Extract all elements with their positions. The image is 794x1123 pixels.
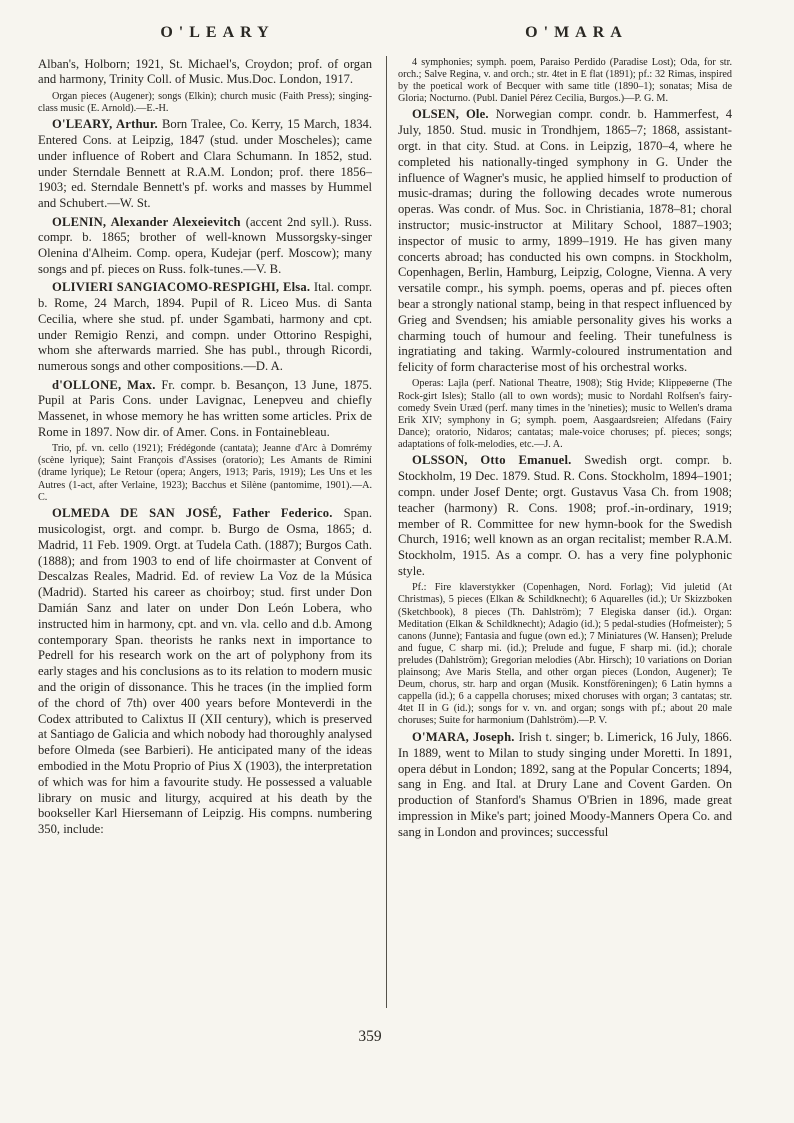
paragraph: 4 symphonies; symph. poem, Paraiso Perdido (Paradise Lost); Oda, for str. orch.; Salve Regina, v. and orch.; str. 4tet in E flat (1891); pf.: 32 Rimas, inspired by the poetical work of Becquer with same title (1890–1); sonatas; Misa de Gloria; Nocturno. (Publ. Daniel Pérez Cecilia, Burgos.)—P. G. M. xyxy=(398,56,732,104)
page-number: 359 xyxy=(358,1028,382,1045)
entry-paragraph: d'OLLONE, Max. Fr. compr. b. Besançon, 13 June, 1875. Pupil at Paris Cons. under Lavignac, Lenepveu and chiefly Massenet, in whose memory he has written some articles. Prix de Rome in 1897. Now dir. of Amer. Cons. in Fontainebleau. xyxy=(38,377,372,439)
paragraph: Trio, pf. vn. cello (1921); Frédégonde (cantata); Jeanne d'Arc à Domrémy (scène lyrique); Saint François d'Assises (oratorio); Les Amants de Rimini (drame lyrique); Le Retour (opera; Angers, 1913; Paris, 1919); Les Uns et les Autres (1-act, after Verlaine, 1923); Bacchus et Silène (pantomime, 1901).—A. C. xyxy=(38,443,372,503)
entry-name: OLMEDA DE SAN JOSÉ, Father Federico. xyxy=(52,506,344,521)
paragraph: Alban's, Holborn; 1921, St. Michael's, Croydon; prof. of organ and harmony, Trinity Coll. of Music. Mus.Doc. London, 1917. xyxy=(38,56,372,87)
text-columns xyxy=(38,54,756,1014)
running-head-right: O'MARA xyxy=(525,24,628,41)
entry-paragraph: O'MARA, Joseph. Irish t. singer; b. Limerick, 16 July, 1866. In 1889, went to Milan to study singing under Moretti. In 1891, opera début in London; 1892, sang at the Popular Concerts; 1894, sang in Eng. and Ital. at Drury Lane and Covent Garden. On production of Stanford's Shamus O'Brien in 1896, made great impression in Mike's part; joined Moody-Manners Opera Co. and sang in London and provinces; successful xyxy=(398,729,732,839)
entry-paragraph: OLSSON, Otto Emanuel. Swedish orgt. compr. b. Stockholm, 19 Dec. 1879. Stud. R. Cons. Stockholm, 1894–1901; compn. under Josef Dente; orgt. Gustavus Vasa Ch. from 1908; teacher (harmony) R. Cons. 1908; prof.-in-ordinary, 1919; member of R. Committee for new hymn-book for the Swedish Church, 1916; well known as an organ recitalist; member R.A.M. Stockholm, 1915. As a compr. O. has a very fine polyphonic style. xyxy=(398,453,732,579)
column-right xyxy=(398,54,732,1014)
entry-paragraph: OLSEN, Ole. Norwegian compr. condr. b. Hammerfest, 4 July, 1850. Stud. music in Trondhjem, 1865–7; 1868, assistant-orgt. in that city. Stud. at Cons. in Leipzig, 1870–4, where he completed his nationally-tinged symphony in G. Under the influence of Wagner's music, he applied himself to production of music-dramas; during the following decades wrote numerous operas. Was condr. of Mus. Soc. in Christiania, 1878–81; choral instructor; music-instructor at Military School, 1887–1903; inspector of music to army, 1899–1919. He has given many concerts abroad; has conducted his own compns. in Stockholm, Copenhagen, Berlin, Hamburg, Leipzig, Cologne, Vienna. A very versatile compr., his symph. poems, operas and pf. pieces often bear a strongly national stamp, being in that respect influenced by Grieg and Svendsen; his amiable personality gives his works a charming touch of humour and feeling. Their tunefulness is ingratiating and taking. Warmly-coloured instrumentation and felicity of form characterise most of his orchestral works. xyxy=(398,107,732,375)
entry-paragraph: OLMEDA DE SAN JOSÉ, Father Federico. Span. musicologist, orgt. and compr. b. Burgo de Osma, 1865; d. Madrid, 11 Feb. 1909. Orgt. at Tudela Cath. (1887); Burgos Cath. (1888); and from 1903 to end of life choirmaster at Convent of Descalzas Reales, Madrid. Ed. of review La Voz de la Música (Madrid). Started his career as choirboy; stud. first under Don Damián Sanz and later on under Don León Lobera, who instructed him in harmony, cpt. and vn. vla. cello and d.b. Among contemporary Span. theorists he ranks next in importance to Pedrell for his research work on the art of polyphony from its early stages and his conclusions as to its relation to modern music and the origin of dissonance. This he traces (in the implied form of the chord of 7th) over 400 years before Monteverdi in the Codex attributed to Calixtus II (XII century), which is preserved at Santiago de Galicia and which nobody had thoroughly analysed before Olmeda (see Barbieri). He anticipated many of the ideas embodied in the Motu Proprio of Pius X (1903), the interpretation of which was for him a favourite study. He possessed a valuable library on music and liturgy, acquired at his death by the bookseller Karl Hiersemann of Leipzig. His compns. numbering 350, include: xyxy=(38,506,372,837)
entry-paragraph: OLIVIERI SANGIACOMO-RESPIGHI, Elsa. Ital. compr. b. Rome, 24 March, 1894. Pupil of R. Liceo Mus. di Santa Cecilia, where she stud. pf. under Sgambati, harmony and cpt. under Remigio Renzi, and compn. under Ottorino Respighi, whom she afterwards married. She has publ., through Ricordi, numerous songs and other compositions.—D. A. xyxy=(38,280,372,374)
entry-paragraph: O'LEARY, Arthur. Born Tralee, Co. Kerry, 15 March, 1834. Entered Cons. at Leipzig, 1847 (stud. under Moscheles); came under influence of Robert and Clara Schumann. In 1852, stud. under Sterndale Bennett at R.A.M. London; prof. there 1856–1903; ed. Sterndale Bennett's pf. works and masses by Hummel and Schubert.—W. St. xyxy=(38,117,372,211)
column-left xyxy=(38,54,372,1014)
entry-name: OLENIN, Alexander Alexeievitch xyxy=(52,214,246,229)
entry-name: OLSEN, Ole. xyxy=(412,107,496,122)
entry-name: O'LEARY, Arthur. xyxy=(52,117,162,132)
entry-name: OLSSON, Otto Emanuel. xyxy=(412,453,585,468)
entry-name: O'MARA, Joseph. xyxy=(412,729,519,744)
entry-paragraph: OLENIN, Alexander Alexeievitch (accent 2nd syll.). Russ. compr. b. 1865; brother of well-known Mussorgsky-singer Olenina d'Alheim. Comp. opera, Kudejar (perf. Moscow); many songs and pf. pieces on Russ. folk-tunes.—V. B. xyxy=(38,214,372,276)
paragraph: Organ pieces (Augener); songs (Elkin); church music (Faith Press); singing-class music (E. Arnold).—E.-H. xyxy=(38,90,372,114)
entry-name: d'OLLONE, Max. xyxy=(52,377,162,392)
column-divider-rule xyxy=(386,56,387,1008)
running-heads xyxy=(38,24,756,42)
entry-name: OLIVIERI SANGIACOMO-RESPIGHI, Elsa. xyxy=(52,280,314,295)
paragraph: Pf.: Fire klaverstykker (Copenhagen, Nord. Forlag); Vid juletid (At Christmas), 5 pieces (Elkan & Schildknecht); 6 Aquarelles (id.); Ur Skizzboken (Sketchbook), 8 pieces (Th. Dahlström); 7 Elegiska danser (id.). Organ: Meditation (Elkan & Schildknecht); Adagio (id.); 5 pedal-studies (Hofmeister); 5 canons (Junne); Fantasia and fugue (own ed.); 7 Miniatures (W. Hansen); Prelude and fugue, C sharp mi. (id.); Prelude and fugue, F sharp mi. (id.); chorale preludes (Dahlström); Gregorian melodies (Abr. Hirsch); 10 variations on Dorian plainsong; Ave Maris Stella, and other organ pieces (London, Augener); Te Deum, chorus, str. harp and organ (Musik. Konstföreningen); 6 Latin hymns a cappella (id.); 6 a cappella choruses; mixed choruses with organ; 3 cantatas; str. 4tet II in G (id.); songs for v. vn. and organ; songs with pf.; about 20 male choruses; Suite for harmonium (Dahlström).—P. V. xyxy=(398,582,732,727)
paragraph: Operas: Lajla (perf. National Theatre, 1908); Stig Hvide; Klippeøerne (The Rock-girt Isles); Stallo (all to own words); music to Nordahl Rolfsen's fairy-comedy Svein Uræd (perf. many times in the 'nineties); music to Wellen's drama Erik XIV; symphony in G; symph. poem, Aasgaardsreien; Alfedans (Fairy Dance); oratorio, Nidaros; cantatas; male-voice choruses; pf. pieces; songs; adaptations of folk-melodies, etc.—J. A. xyxy=(398,378,732,450)
running-head-left: O'LEARY xyxy=(160,24,275,41)
